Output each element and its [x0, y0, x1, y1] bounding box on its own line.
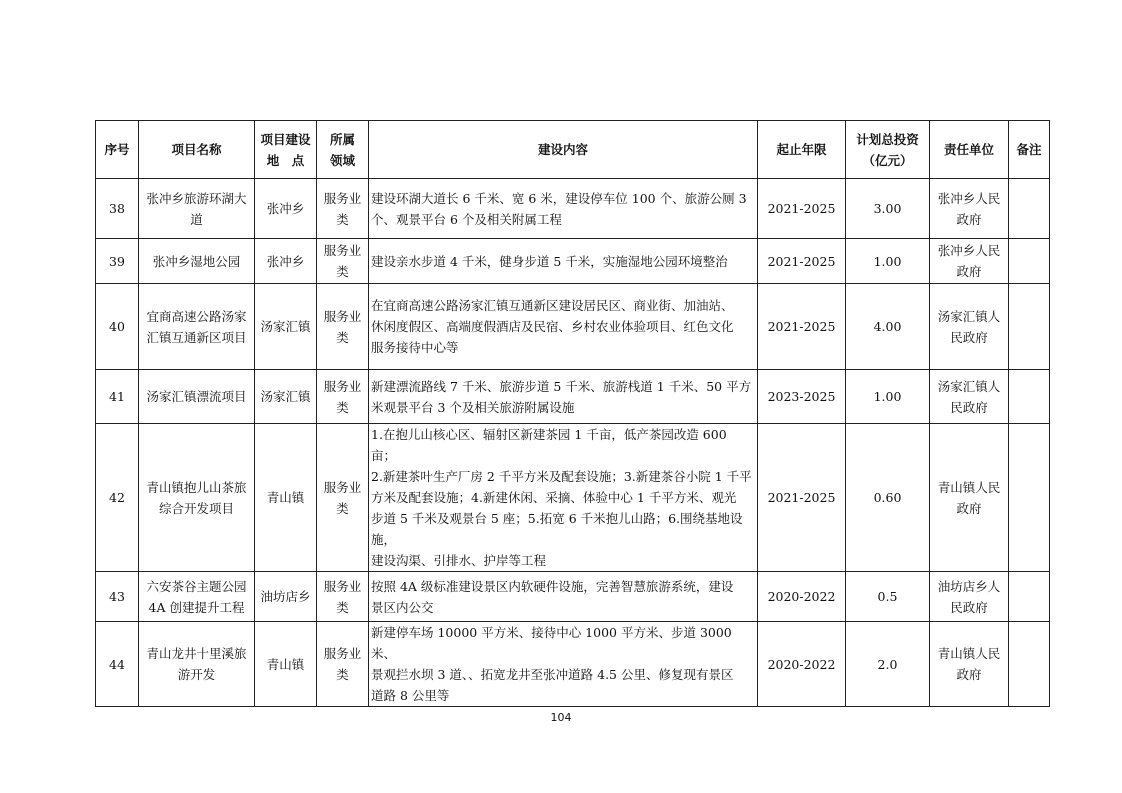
row-investment: 2.0: [846, 622, 930, 707]
header-unit: 责任单位: [930, 121, 1009, 179]
row-field: 服务业 类: [317, 179, 369, 239]
row-investment: 3.00: [846, 179, 930, 239]
row-period: 2021-2025: [758, 179, 846, 239]
header-remark: 备注: [1009, 121, 1050, 179]
row-unit: 青山镇人民 政府: [930, 622, 1009, 707]
row-name: 六安茶谷主题公园 4A 创建提升工程: [139, 572, 255, 622]
header-row: [96, 121, 1050, 179]
row-unit: 油坊店乡人 民政府: [930, 572, 1009, 622]
row-content: 按照 4A 级标准建设景区内软硬件设施，完善智慧旅游系统，建设 景区内公交: [369, 572, 758, 622]
table-row: [96, 284, 1050, 370]
row-field: 服务业 类: [317, 424, 369, 572]
row-investment: 0.5: [846, 572, 930, 622]
header-location: 项目建设 地 点: [255, 121, 317, 179]
row-name: 青山镇抱儿山茶旅 综合开发项目: [139, 424, 255, 572]
row-no: 42: [96, 424, 139, 572]
row-location: 汤家汇镇: [255, 370, 317, 424]
row-no: 38: [96, 179, 139, 239]
row-investment: 1.00: [846, 370, 930, 424]
row-period: 2021-2025: [758, 424, 846, 572]
row-remark: [1009, 572, 1050, 622]
row-content: 建设环湖大道长 6 千米、宽 6 米，建设停车位 100 个、旅游公厕 3 个、观景平台 6 个及相关附属工程: [369, 179, 758, 239]
row-name: 青山龙井十里溪旅 游开发: [139, 622, 255, 707]
row-field: 服务业 类: [317, 239, 369, 284]
row-name: 张冲乡旅游环湖大 道: [139, 179, 255, 239]
row-name: 汤家汇镇漂流项目: [139, 370, 255, 424]
header-name: 项目名称: [139, 121, 255, 179]
row-content: 在宜商高速公路汤家汇镇互通新区建设居民区、商业街、加油站、 休闲度假区、高端度假酒店及民宿、乡村农业体验项目、红色文化 服务接待中心等: [369, 284, 758, 370]
row-remark: [1009, 424, 1050, 572]
header-investment: 计划总投资 （亿元）: [846, 121, 930, 179]
row-location: 青山镇: [255, 424, 317, 572]
row-unit: 张冲乡人民 政府: [930, 179, 1009, 239]
table-row: [96, 424, 1050, 572]
row-no: 39: [96, 239, 139, 284]
row-location: 油坊店乡: [255, 572, 317, 622]
row-name: 宜商高速公路汤家 汇镇互通新区项目: [139, 284, 255, 370]
row-content: 1.在抱儿山核心区、辐射区新建茶园 1 千亩，低产茶园改造 600 亩； 2.新建茶叶生产厂房 2 千平方米及配套设施；3.新建茶谷小院 1 千平 方米及配套设施；4.新建休闲、采摘、体验中心 1 千平方米、观光 步道 5 千米及观景台 5 座；5.拓宽 6 千米抱儿山路；6.围绕基地设施， 建设沟渠、引排水、护岸等工程: [369, 424, 758, 572]
table-row: [96, 370, 1050, 424]
row-remark: [1009, 239, 1050, 284]
table-row: [96, 239, 1050, 284]
row-field: 服务业 类: [317, 370, 369, 424]
row-content: 新建停车场 10000 平方米、接待中心 1000 平方米、步道 3000 米、 景观拦水坝 3 道、、拓宽龙井至张冲道路 4.5 公里、修复现有景区 道路 8 公里等: [369, 622, 758, 707]
row-location: 张冲乡: [255, 239, 317, 284]
header-period: 起止年限: [758, 121, 846, 179]
row-remark: [1009, 179, 1050, 239]
row-investment: 4.00: [846, 284, 930, 370]
row-remark: [1009, 622, 1050, 707]
row-period: 2023-2025: [758, 370, 846, 424]
table-row: [96, 179, 1050, 239]
row-location: 青山镇: [255, 622, 317, 707]
table-row: [96, 622, 1050, 707]
row-no: 43: [96, 572, 139, 622]
row-remark: [1009, 370, 1050, 424]
page-number: 104: [550, 711, 572, 724]
row-field: 服务业 类: [317, 622, 369, 707]
row-period: 2021-2025: [758, 284, 846, 370]
header-field: 所属 领域: [317, 121, 369, 179]
row-period: 2020-2022: [758, 572, 846, 622]
row-no: 44: [96, 622, 139, 707]
row-period: 2021-2025: [758, 239, 846, 284]
row-location: 张冲乡: [255, 179, 317, 239]
row-remark: [1009, 284, 1050, 370]
header-content: 建设内容: [369, 121, 758, 179]
row-unit: 青山镇人民 政府: [930, 424, 1009, 572]
row-no: 40: [96, 284, 139, 370]
row-unit: 张冲乡人民 政府: [930, 239, 1009, 284]
row-field: 服务业 类: [317, 572, 369, 622]
header-no: 序号: [96, 121, 139, 179]
row-content: 建设亲水步道 4 千米，健身步道 5 千米，实施湿地公园环境整治: [369, 239, 758, 284]
row-period: 2020-2022: [758, 622, 846, 707]
row-unit: 汤家汇镇人 民政府: [930, 284, 1009, 370]
table-row: [96, 572, 1050, 622]
row-investment: 1.00: [846, 239, 930, 284]
row-name: 张冲乡湿地公园: [139, 239, 255, 284]
row-investment: 0.60: [846, 424, 930, 572]
row-content: 新建漂流路线 7 千米、旅游步道 5 千米、旅游栈道 1 千米、50 平方 米观景平台 3 个及相关旅游附属设施: [369, 370, 758, 424]
row-location: 汤家汇镇: [255, 284, 317, 370]
row-unit: 汤家汇镇人 民政府: [930, 370, 1009, 424]
row-no: 41: [96, 370, 139, 424]
project-table: [95, 120, 1050, 707]
row-field: 服务业 类: [317, 284, 369, 370]
